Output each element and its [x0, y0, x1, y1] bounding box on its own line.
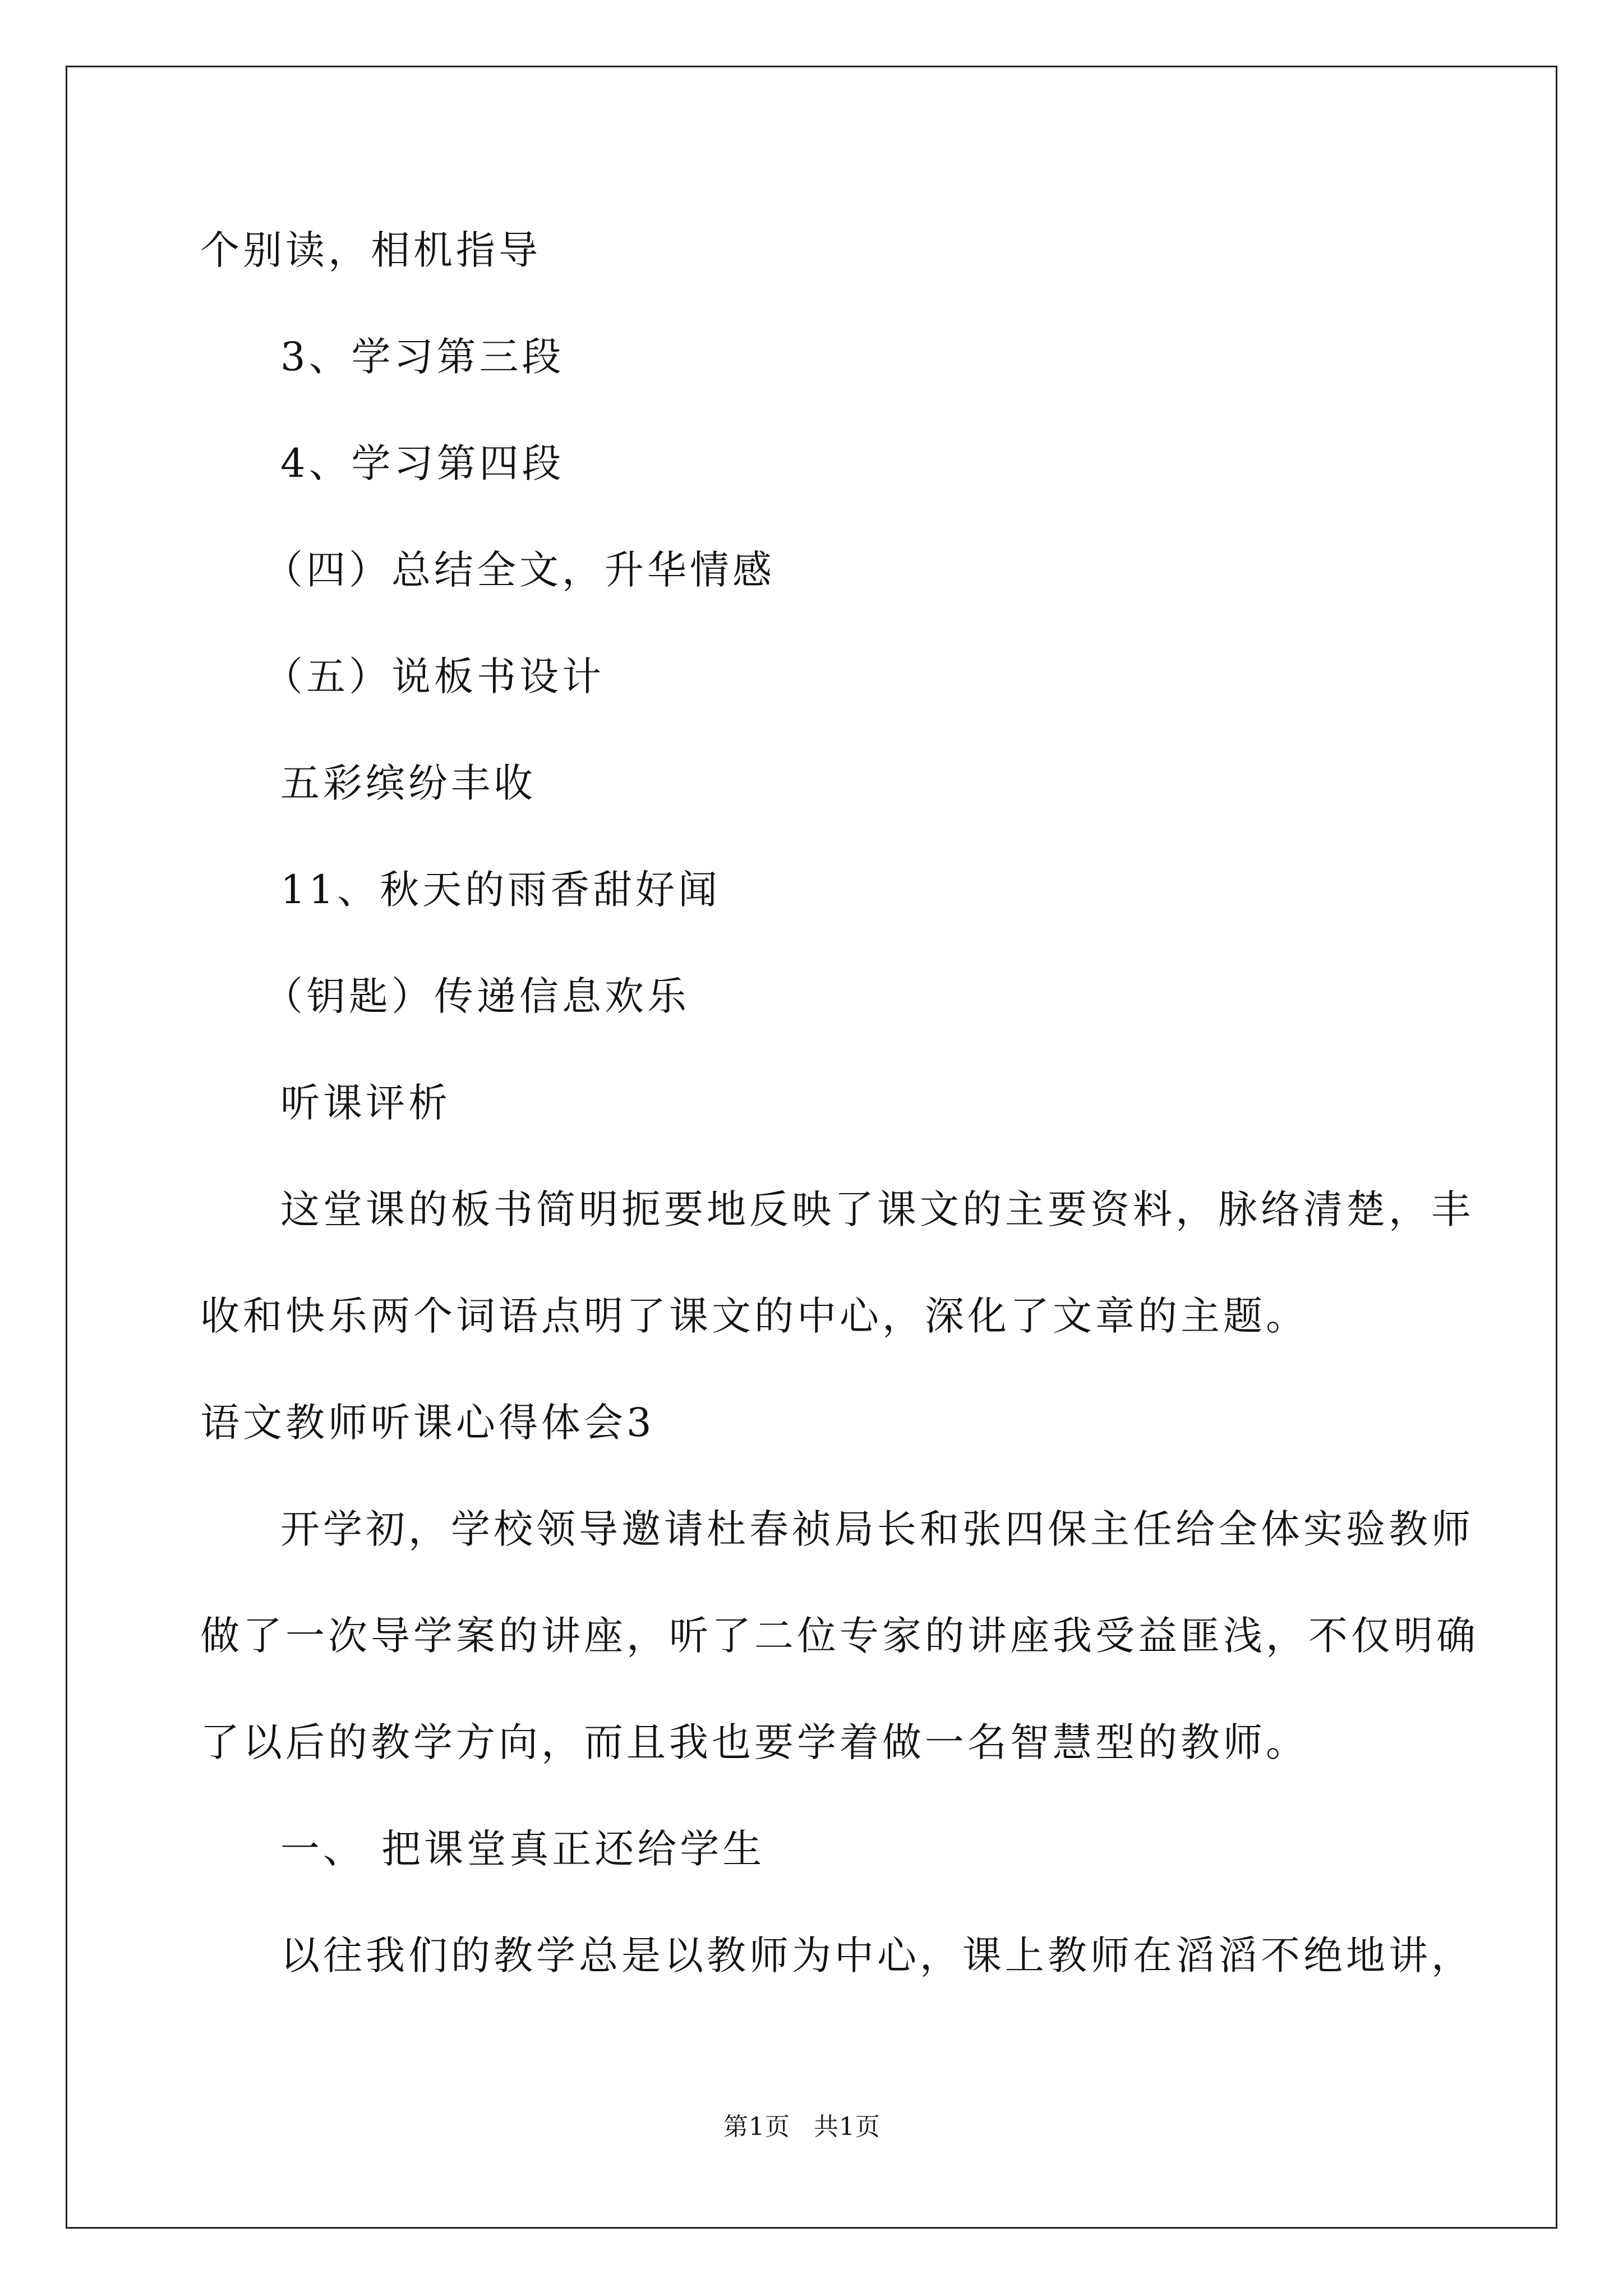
- body-line: 11、秋天的雨香甜好闻: [280, 867, 721, 913]
- page-footer: [723, 2115, 880, 2139]
- section-heading: 语文教师听课心得体会3: [200, 1400, 655, 1446]
- body-line: 做了一次导学案的讲座，听了二位专家的讲座我受益匪浅，不仅明确: [200, 1613, 1479, 1659]
- body-line: 五彩缤纷丰收: [280, 760, 536, 806]
- body-line: 了以后的教学方向，而且我也要学着做一名智慧型的教师。: [200, 1719, 1308, 1765]
- body-line: 3、学习第三段: [280, 334, 565, 380]
- body-line: （钥匙）传递信息欢乐: [264, 973, 690, 1019]
- body-line: 开学初，学校领导邀请杜春祯局长和张四保主任给全体实验教师: [280, 1506, 1474, 1552]
- body-line: 收和快乐两个词语点明了课文的中心，深化了文章的主题。: [200, 1293, 1308, 1339]
- body-line: （四）总结全文，升华情感: [264, 547, 775, 593]
- body-line: 个别读，相机指导: [200, 227, 541, 273]
- body-line: （五）说板书设计: [264, 654, 605, 700]
- body-line: 4、学习第四段: [280, 440, 565, 486]
- page-total: 共1页: [814, 2113, 880, 2141]
- page-border: [66, 66, 1557, 2229]
- body-line: 这堂课的板书简明扼要地反映了课文的主要资料，脉络清楚，丰: [280, 1186, 1474, 1232]
- body-line: 一、 把课堂真正还给学生: [280, 1826, 766, 1872]
- page-number: 第1页: [723, 2113, 790, 2141]
- body-line: 听课评析: [280, 1080, 451, 1126]
- body-line: 以往我们的教学总是以教师为中心，课上教师在滔滔不绝地讲，: [280, 1932, 1474, 1978]
